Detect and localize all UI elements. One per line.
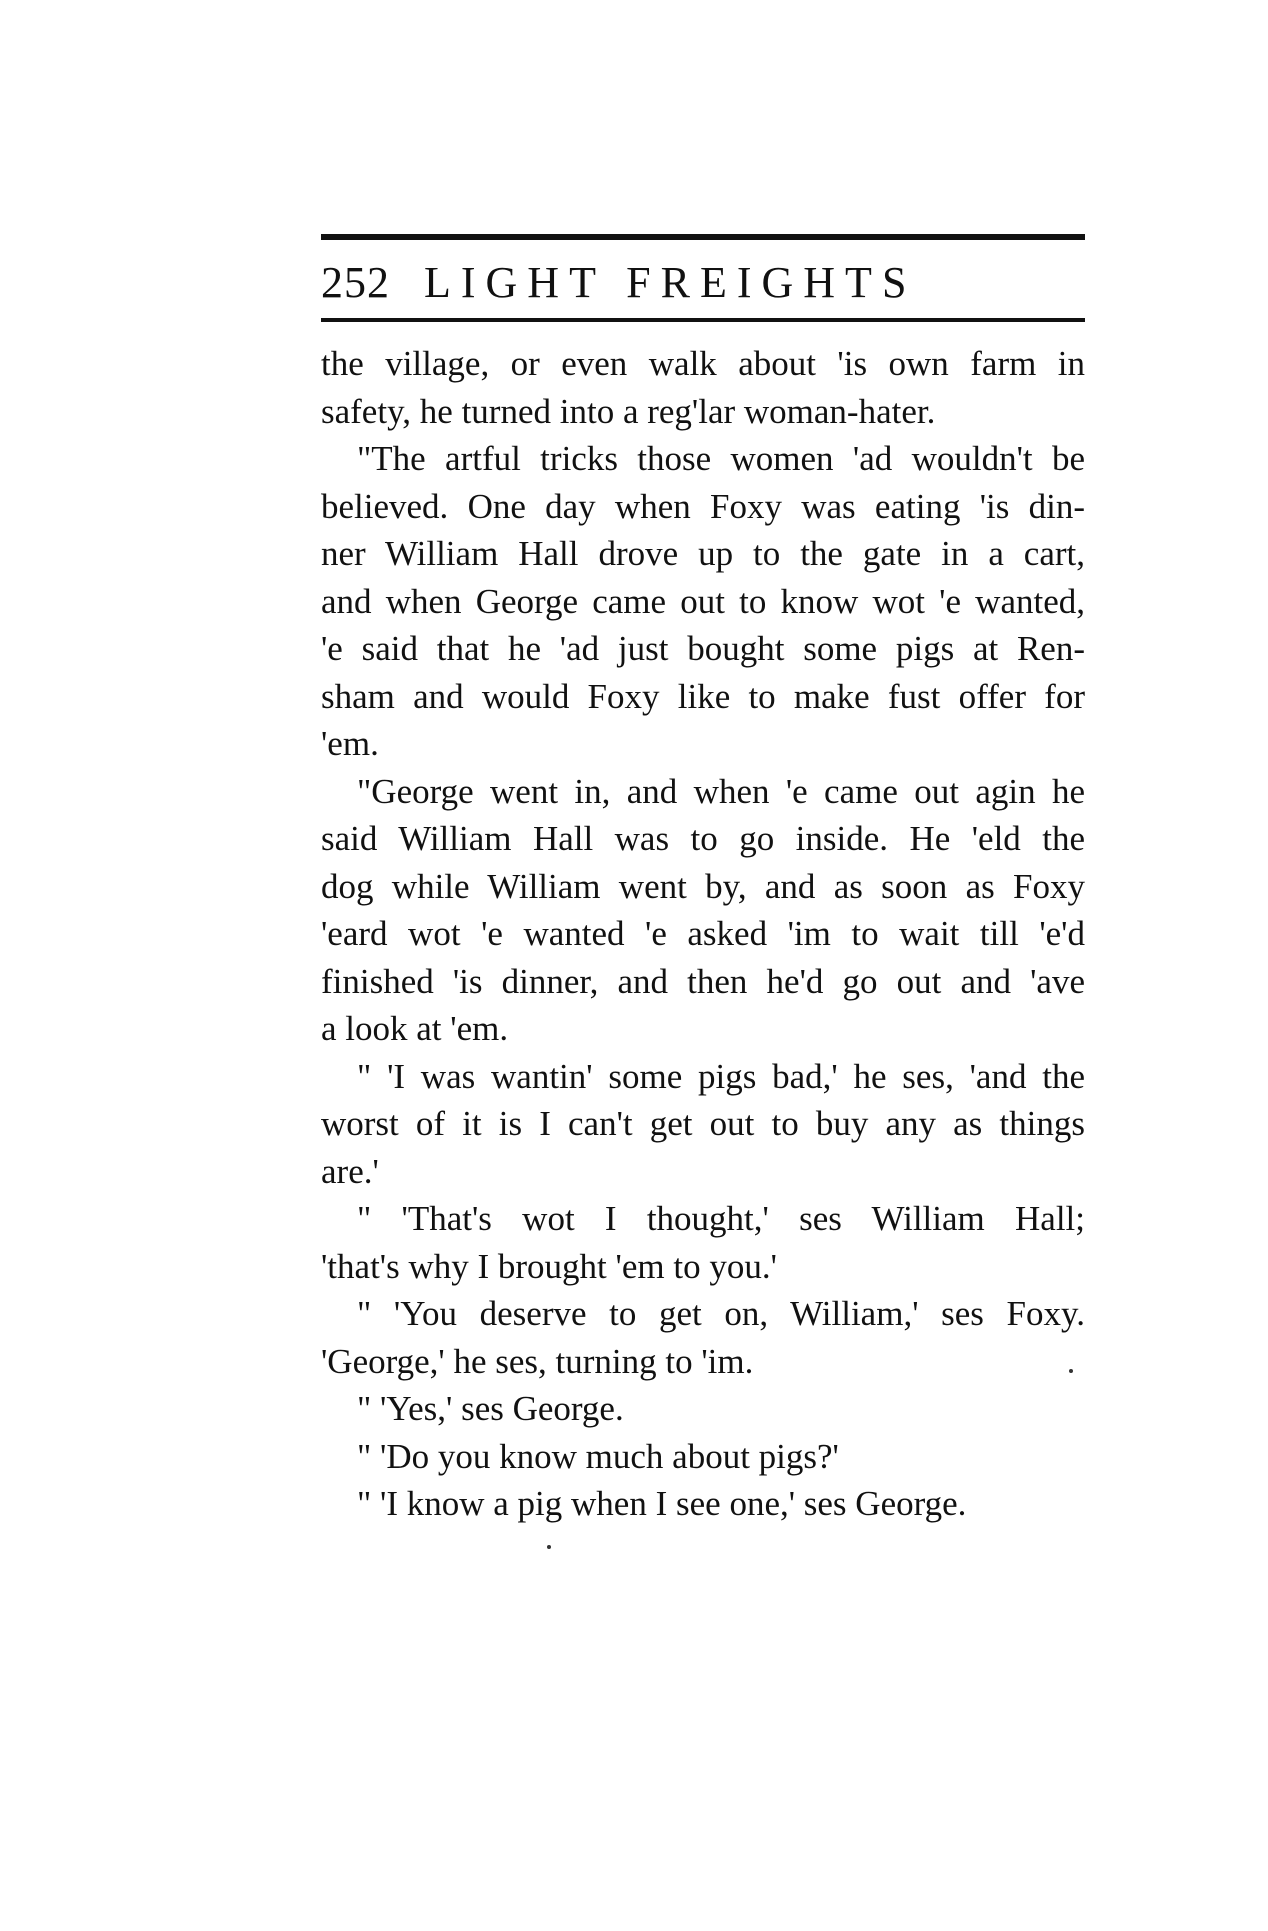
text-line: " 'You deserve to get on, William,' ses Foxy. xyxy=(357,1294,1085,1333)
paragraph xyxy=(321,1053,1085,1196)
text-line: dog while William went by, and as soon as Foxy xyxy=(321,866,1085,906)
text-line: " 'Yes,' ses George. xyxy=(357,1389,624,1428)
text-line: said William Hall was to go inside. He 'eld the xyxy=(321,819,1085,858)
text-line: a look at 'em. xyxy=(321,1009,509,1048)
text-line: "George went in, and when 'e came out agin he xyxy=(357,771,1085,811)
text-line: finished 'is dinner, and then he'd go out and 'ave xyxy=(321,961,1085,1001)
body-text xyxy=(321,340,1085,1528)
paragraph xyxy=(321,1433,1085,1481)
text-line: believed. One day when Foxy was eating 'is din- xyxy=(321,486,1085,526)
paragraph xyxy=(321,1290,1085,1385)
text-line: " 'I know a pig when I see one,' ses George. xyxy=(357,1484,967,1523)
text-line: " 'I was wantin' some pigs bad,' he ses, 'and the xyxy=(357,1056,1085,1096)
paragraph xyxy=(321,1480,1085,1528)
page-number: 252 xyxy=(321,258,390,307)
text-line: 'George,' he ses, turning to 'im. xyxy=(321,1341,754,1381)
stray-ink-mark xyxy=(547,1545,551,1549)
book-title: LIGHT FREIGHTS xyxy=(424,258,917,307)
paragraph xyxy=(321,768,1085,1053)
text-line: are.' xyxy=(321,1151,379,1191)
header-rule-bottom xyxy=(321,318,1085,322)
text-line: "The artful tricks those women 'ad wouldn't be xyxy=(357,439,1085,478)
text-line: 'em. xyxy=(321,724,379,763)
header-rule-top xyxy=(321,234,1085,240)
text-line: ner William Hall drove up to the gate in a cart, xyxy=(321,534,1085,573)
text-line: safety, he turned into a reg'lar woman-hater. xyxy=(321,391,936,431)
running-head xyxy=(321,255,1085,311)
text-line: 'e said that he 'ad just bought some pigs at Ren- xyxy=(321,629,1085,668)
paragraph xyxy=(321,435,1085,768)
text-line: 'that's why I brought 'em to you.' xyxy=(321,1246,777,1286)
text-line: worst of it is I can't get out to buy any as things xyxy=(321,1104,1085,1143)
stray-ink-mark xyxy=(1069,1369,1073,1373)
paragraph xyxy=(321,340,1085,435)
paragraph xyxy=(321,1195,1085,1290)
text-line: " 'That's wot I thought,' ses William Hall; xyxy=(357,1199,1085,1238)
text-line: the village, or even walk about 'is own farm in xyxy=(321,344,1085,383)
text-line: " 'Do you know much about pigs?' xyxy=(357,1436,839,1476)
text-line: 'eard wot 'e wanted 'e asked 'im to wait till 'e'd xyxy=(321,914,1085,953)
text-line: sham and would Foxy like to make fust offer for xyxy=(321,676,1085,716)
text-line: and when George came out to know wot 'e wanted, xyxy=(321,581,1085,621)
paragraph xyxy=(321,1385,1085,1433)
